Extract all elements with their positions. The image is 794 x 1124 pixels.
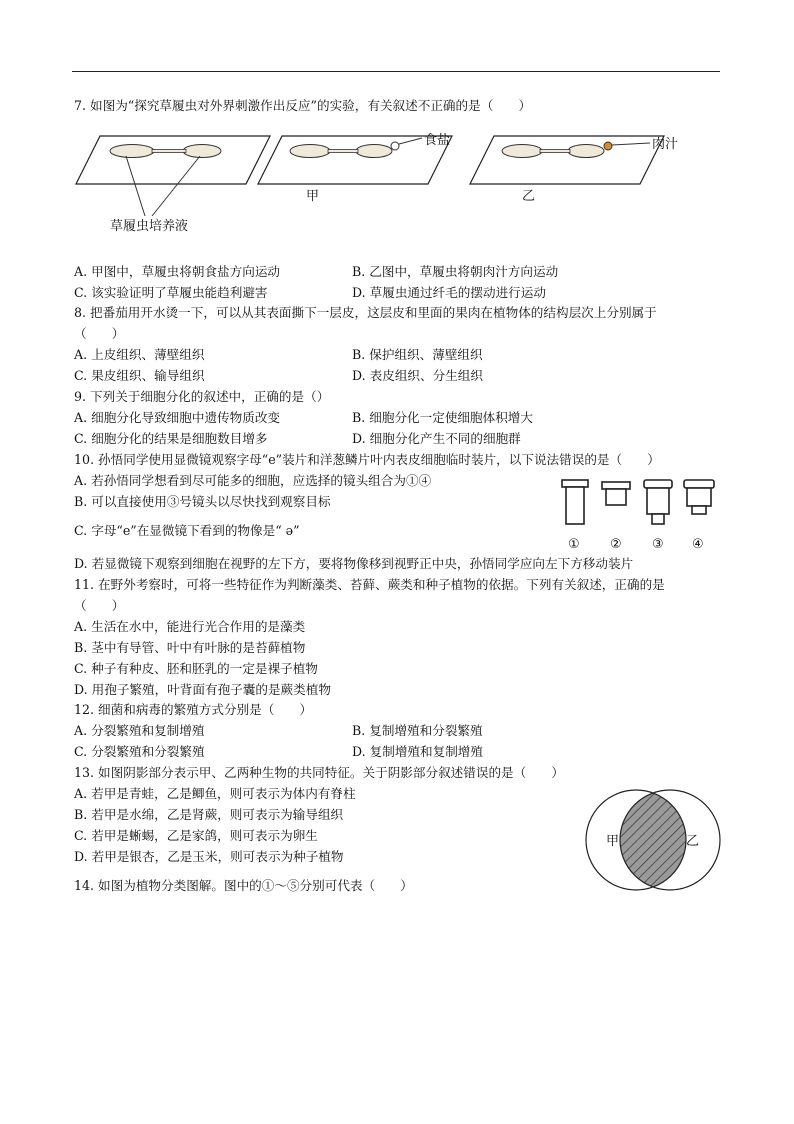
lens-label-2: ②	[610, 537, 622, 552]
salt-dot	[391, 142, 399, 150]
lens-1	[562, 480, 588, 524]
culture-drop-left-3	[502, 145, 542, 158]
venn-right-label: 乙	[686, 834, 700, 849]
culture-drop-right-2	[356, 145, 392, 158]
q10-option-c: C. 字母“e”在显微镜下看到的物像是“ ə”	[74, 523, 300, 538]
venn-left-label: 甲	[606, 834, 620, 849]
lens-label-1: ①	[568, 537, 580, 552]
culture-label: 草履虫培养液	[110, 219, 189, 234]
q14-stem: 14. 如图为植物分类图解。图中的①～⑤分别可代表（ ）	[74, 878, 413, 893]
q7-figure	[70, 126, 720, 238]
culture-drop-right-3	[568, 145, 604, 158]
culture-drop-left-2	[290, 145, 330, 158]
slide-3	[470, 136, 664, 184]
q8-option-a: A. 上皮组织、薄壁组织	[74, 347, 205, 362]
salt-label: 食盐	[424, 133, 451, 148]
q7-stem: 7. 如图为“探究草履虫对外界刺激作出反应”的实验，有关叙述不正确的是（ ）	[74, 98, 532, 113]
channel-3	[540, 150, 570, 153]
culture-drop-left-1	[110, 145, 154, 158]
q9-option-d: D. 细胞分化产生不同的细胞群	[352, 431, 521, 446]
venn-diagram	[584, 784, 724, 896]
q13-stem: 13. 如图阴影部分表示甲、乙两种生物的共同特征。关于阴影部分叙述错误的是（ ）	[74, 765, 565, 780]
q11-option-a: A. 生活在水中，能进行光合作用的是藻类	[74, 619, 306, 634]
lens-label-4: ④	[692, 537, 704, 552]
slide-2	[258, 136, 452, 184]
meat-dot	[604, 142, 612, 150]
q7-option-a: A. 甲图中，草履虫将朝食盐方向运动	[74, 264, 281, 279]
q9-stem: 9. 下列关于细胞分化的叙述中，正确的是（）	[74, 389, 330, 404]
culture-drop-right-1	[183, 145, 221, 158]
channel-1	[152, 150, 186, 153]
q7-option-d: D. 草履虫通过纤毛的摆动进行运动	[352, 285, 546, 300]
channel-2	[328, 150, 358, 153]
header-rule	[72, 71, 720, 72]
q10-option-a: A. 若孙悟同学想看到尽可能多的细胞，应选择的镜头组合为①④	[74, 473, 432, 488]
q10-option-b: B. 可以直接使用③号镜头以尽快找到观察目标	[74, 494, 331, 509]
q11-stem: 11. 在野外考察时，可将一些特征作为判断藻类、苔藓、蕨类和种子植物的依据。下列有关叙述，正确的是	[74, 577, 665, 592]
meat-label: 肉汁	[652, 137, 679, 152]
q11-stem-cont: （ ）	[74, 598, 125, 613]
q8-stem-cont: （ ）	[74, 326, 125, 341]
q12-option-d: D. 复制增殖和复制增殖	[352, 744, 483, 759]
q12-option-b: B. 复制增殖和分裂繁殖	[352, 723, 483, 738]
q9-option-b: B. 细胞分化一定使细胞体积增大	[352, 410, 533, 425]
q13-option-b: B. 若甲是水绵，乙是肾蕨，则可表示为输导组织	[74, 807, 344, 822]
q8-option-d: D. 表皮组织、分生组织	[352, 368, 483, 383]
q13-option-a: A. 若甲是青蛙，乙是鲫鱼，则可表示为体内有脊柱	[74, 786, 356, 801]
q12-option-c: C. 分裂繁殖和分裂繁殖	[74, 744, 205, 759]
q11-option-c: C. 种子有种皮、胚和胚乳的一定是裸子植物	[74, 661, 318, 676]
lens-label-3: ③	[652, 537, 664, 552]
q7-option-b: B. 乙图中，草履虫将朝肉汁方向运动	[352, 264, 559, 279]
q8-stem: 8. 把番茄用开水烫一下，可以从其表面撕下一层皮，这层皮和里面的果肉在植物体的结构层次上分别属于	[74, 305, 657, 320]
yi-label: 乙	[522, 189, 536, 204]
jia-label: 甲	[306, 189, 320, 204]
q11-option-d: D. 用孢子繁殖，叶背面有孢子囊的是蕨类植物	[74, 682, 331, 697]
q13-option-d: D. 若甲是银杏，乙是玉米，则可表示为种子植物	[74, 849, 344, 864]
lens-2	[602, 482, 630, 505]
lens-figure	[558, 476, 722, 552]
q10-option-d: D. 若显微镜下观察到细胞在视野的左下方，要将物像移到视野正中央，孙悟同学应向左下方移动装片	[74, 556, 634, 571]
q12-option-a: A. 分裂繁殖和复制增殖	[74, 723, 205, 738]
slide-1	[76, 136, 270, 184]
q7-option-c: C. 该实验证明了草履虫能趋利避害	[74, 285, 268, 300]
q10-stem: 10. 孙悟同学使用显微镜观察字母“e”装片和洋葱鳞片叶内表皮细胞临时装片，以下说法错误的是（ ）	[74, 452, 660, 467]
lens-3	[644, 480, 672, 524]
q8-option-b: B. 保护组织、薄壁组织	[352, 347, 483, 362]
q9-option-a: A. 细胞分化导致细胞中遗传物质改变	[74, 410, 281, 425]
q12-stem: 12. 细菌和病毒的繁殖方式分别是（ ）	[74, 702, 313, 717]
q13-option-c: C. 若甲是蜥蜴，乙是家鸽，则可表示为卵生	[74, 828, 318, 843]
lens-4	[684, 480, 714, 514]
q11-option-b: B. 茎中有导管、叶中有叶脉的是苔藓植物	[74, 640, 306, 655]
q8-option-c: C. 果皮组织、输导组织	[74, 368, 205, 383]
q9-option-c: C. 细胞分化的结果是细胞数目增多	[74, 431, 268, 446]
